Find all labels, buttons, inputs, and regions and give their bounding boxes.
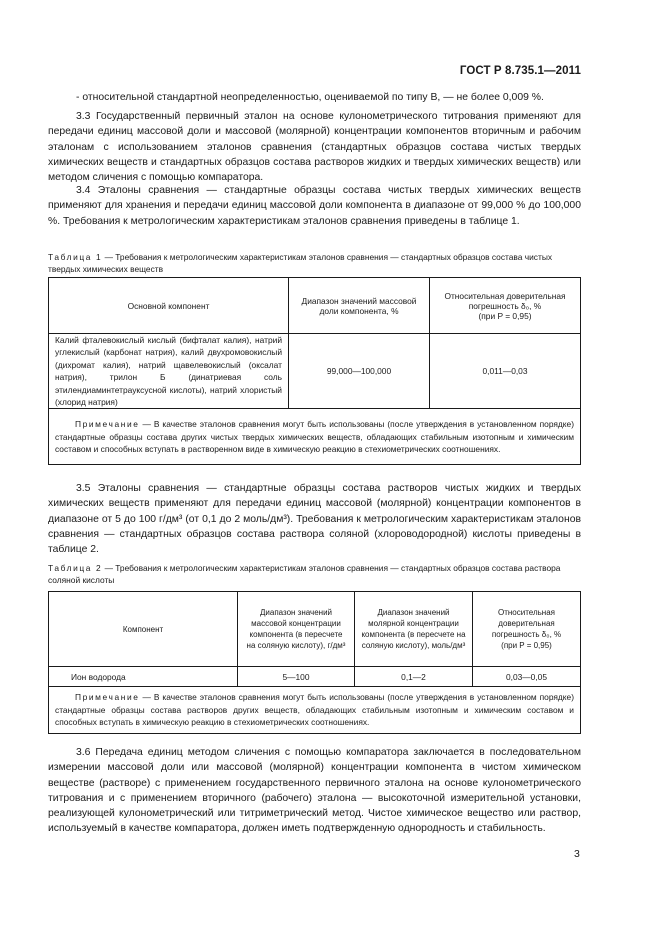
paragraph-3-6: 3.6 Передача единиц методом сличения с помощью компаратора заключается в последовательном измерении массовой доли или массовой (молярной) концентрации компонента в чистом химическом веществе (растворе) с применением государственного первичного эталона на основе кулонометрического титрования и с применением вторичного (рабочего) эталона — высокоточной измерительной установки, реализующей кулонометрический или титриметрический метод. Чистое химическое вещество или раствор, используемый в качестве компаратора, должен иметь подтвержденную однородность и стабильность. bbox=[48, 747, 581, 835]
table1-header-row bbox=[49, 278, 581, 334]
page-number: 3 bbox=[574, 848, 580, 860]
table2-cell-error: 0,03—0,05 bbox=[473, 667, 581, 687]
table2-caption-label: Таблица 2 bbox=[48, 563, 103, 573]
paragraph-3-5: 3.5 Эталоны сравнения — стандартные образцы состава растворов чистых жидких и твердых химических веществ применяют для передачи единиц массовой (молярной) концентрации компонентов в диапазоне от 5 до 100 г/дм³ (от 0,1 до 2 моль/дм³). Требования к метрологическим характеристикам эталонов сравнения — стандартных образцов состава раствора соляной (хлороводородной) кислоты приведены в таблице 2. bbox=[48, 483, 581, 556]
table1-note-label: Примечание bbox=[75, 419, 140, 430]
table2-caption bbox=[48, 563, 581, 586]
table2-note bbox=[49, 687, 581, 734]
paragraph-3-4: 3.4 Эталоны сравнения — стандартные образцы состава чистых твердых химических веществ применяют для хранения и передачи единиц массовой доли компонента в диапазоне от 99,000 % до 100,000 %. Требования к метрологическим характеристикам эталонов сравнения приведены в таблице 1. bbox=[48, 185, 581, 227]
table2-header-error-text: Относительная доверительная погрешность δ₀, % bbox=[491, 608, 562, 639]
table1-caption-text: — Требования к метрологическим характеристикам эталонов сравнения — стандартных образцов состава чистых твердых химических веществ bbox=[48, 252, 553, 274]
table-1 bbox=[48, 277, 581, 465]
table2-header-error-p: (при P = 0,95) bbox=[501, 641, 552, 650]
table1-note-text: — В качестве эталонов сравнения могут быть использованы (после утверждения в установленном порядке) стандартные образцы состава других чистых твердых химических веществ, обладающих стабильным изотопным и химическим составом и способных вступать в растворенном виде в химическую реакцию в стехиометрических соотношениях. bbox=[55, 419, 575, 455]
table1-header-error-p: (при P = 0,95) bbox=[478, 310, 532, 321]
table2-cell-component: Ион водорода bbox=[49, 667, 238, 687]
table2-header-row bbox=[49, 592, 581, 667]
document-header: ГОСТ Р 8.735.1—2011 bbox=[459, 65, 581, 77]
table2-header-mass: Диапазон значений массовой концентрации компонента (в пересчете на соляную кислоту), г/дм³ bbox=[238, 592, 355, 667]
table2-note-row bbox=[49, 687, 581, 734]
table2-note-label: Примечание bbox=[75, 692, 140, 702]
table2-cell-mass: 5—100 bbox=[238, 667, 355, 687]
table1-cell-component: Калий фталевокислый кислый (бифталат калия), натрий углекислый (карбонат натрия), калий двухромовокислый (дихромат калия), натрий щавелевокислый (оксалат натрия), трилон Б (динатриевая соль этилендиаминтетрауксусной кислоты), натрий хлористый (хлорид натрия) bbox=[49, 334, 289, 409]
table2-note-text: — В качестве эталонов сравнения могут быть использованы (после утверждения в установленном порядке) стандартные образцы состава растворов других веществ, обладающих стабильным изотопным и химическим составом и способных вступать в химическую реакцию в стехиометрических соотношениях. bbox=[55, 692, 575, 728]
table2-caption-text: — Требования к метрологическим характеристикам эталонов сравнения — стандартных образцов состава раствора соляной кислоты bbox=[48, 563, 561, 585]
table1-caption-label: Таблица 1 bbox=[48, 252, 103, 262]
table1-note bbox=[49, 409, 581, 465]
table2-header-component: Компонент bbox=[49, 592, 238, 667]
table2-data-row bbox=[49, 667, 581, 687]
table1-header-error bbox=[430, 278, 581, 334]
table1-header-range: Диапазон значений массовой доли компонента, % bbox=[289, 278, 430, 334]
table1-note-row bbox=[49, 409, 581, 465]
paragraph-3-3: 3.3 Государственный первичный эталон на основе кулонометрического титрования применяют для передачи единиц массовой доли и массовой (молярной) концентрации компонентов вторичным и рабочим эталонам с использованием эталонов сравнения (стандартных образцов состава чистых твердых химических веществ и стандартных образцов состава растворов жидких и твердых химических веществ) или методом сличения с помощью компаратора. bbox=[48, 111, 581, 184]
table2-header-molar: Диапазон значений молярной концентрации компонента (в пересчете на соляную кислоту), моль/дм³ bbox=[355, 592, 473, 667]
table2-cell-molar: 0,1—2 bbox=[355, 667, 473, 687]
table1-cell-range: 99,000—100,000 bbox=[289, 334, 430, 409]
table1-caption bbox=[48, 252, 581, 275]
table1-header-error-text: Относительная доверительная погрешность δ₀, % bbox=[444, 290, 566, 311]
paragraph-uncertainty: - относительной стандартной неопределенностью, оцениваемой по типу В, — не более 0,009 %. bbox=[76, 92, 544, 103]
table1-cell-error: 0,011—0,03 bbox=[430, 334, 581, 409]
table1-data-row bbox=[49, 334, 581, 409]
table2-header-error bbox=[473, 592, 581, 667]
table-2 bbox=[48, 591, 581, 734]
table1-header-component: Основной компонент bbox=[49, 278, 289, 334]
